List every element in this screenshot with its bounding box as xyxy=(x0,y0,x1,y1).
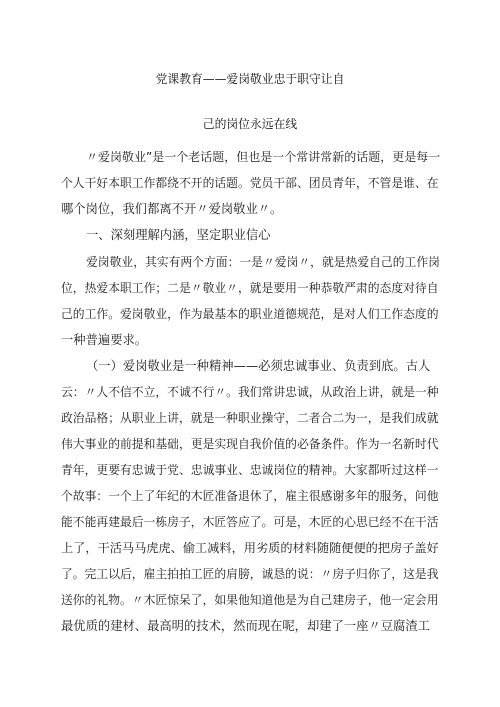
body-line: 己的工作。爱岗敬业，作为最基本的职业道德规范，是对人们工作态度的 xyxy=(61,307,439,321)
body-line: 个故事：一个上了年纪的木匠准备退休了，雇主很感谢多年的服务，问他 xyxy=(61,489,439,503)
body-line: 哪个岗位，我们都离不开〃爱岗敬业〃。 xyxy=(61,202,283,216)
body-line: 政治品格；从职业上讲，就是一种职业操守，二者合二为一，是我们成就 xyxy=(61,411,439,425)
title-line-2: 己的岗位永远在线 xyxy=(202,117,298,131)
body-line: 〃爱岗敬业”是一个老话题，但也是一个常讲常新的话题，更是每一 xyxy=(86,150,441,164)
title-line-1: 党课教育——爱岗敬业忠于职守让自 xyxy=(155,72,345,86)
body-line: 了。完工以后，雇主拍拍工匠的肩膀，诚恳的说：〃房子归你了，这是我 xyxy=(61,567,439,581)
body-line: 一种普遍要求。 xyxy=(61,333,148,347)
body-line: 伟大事业的前提和基础，更是实现自我价值的必备条件。作为一名新时代 xyxy=(61,437,439,451)
body-line: 青年，更要有忠诚于党、忠诚事业、忠诚岗位的精神。大家都听过这样一 xyxy=(61,463,439,477)
body-line: 送你的礼物。〃木匠惊呆了，如果他知道他是为自己建房子，他一定会用 xyxy=(61,593,439,607)
body-line: 能不能再建最后一栋房子，木匠答应了。可是，木匠的心思已经不在干活 xyxy=(61,515,439,529)
body-line: 最优质的建材、最高明的技术，然而现在呢，却建了一座〃豆腐渣工 xyxy=(61,619,430,633)
body-line: 位，热爱本职工作；二是〃敬业〃，就是要用一种恭敬严肃的态度对待自 xyxy=(61,281,439,295)
body-line: 爱岗敬业，其实有两个方面：一是〃爱岗〃，就是热爱自己的工作岗 xyxy=(86,255,440,269)
body-line: 云：〃人不信不立，不诚不行〃。我们常讲忠诚，从政治上讲，就是一种 xyxy=(61,385,439,399)
body-line: 上了，干活马马虎虎、偷工减料，用劣质的材料随随便便的把房子盖好 xyxy=(61,541,439,555)
body-line: 个人干好本职工作都绕不开的话题。党员干部、团员青年，不管是谁、在 xyxy=(61,176,439,190)
subsection-line: （一）爱岗敬业是一种精神——必须忠诚事业、负责到底。古人 xyxy=(86,359,431,373)
section-heading: 一、深刻理解内涵，坚定职业信心 xyxy=(86,228,271,242)
